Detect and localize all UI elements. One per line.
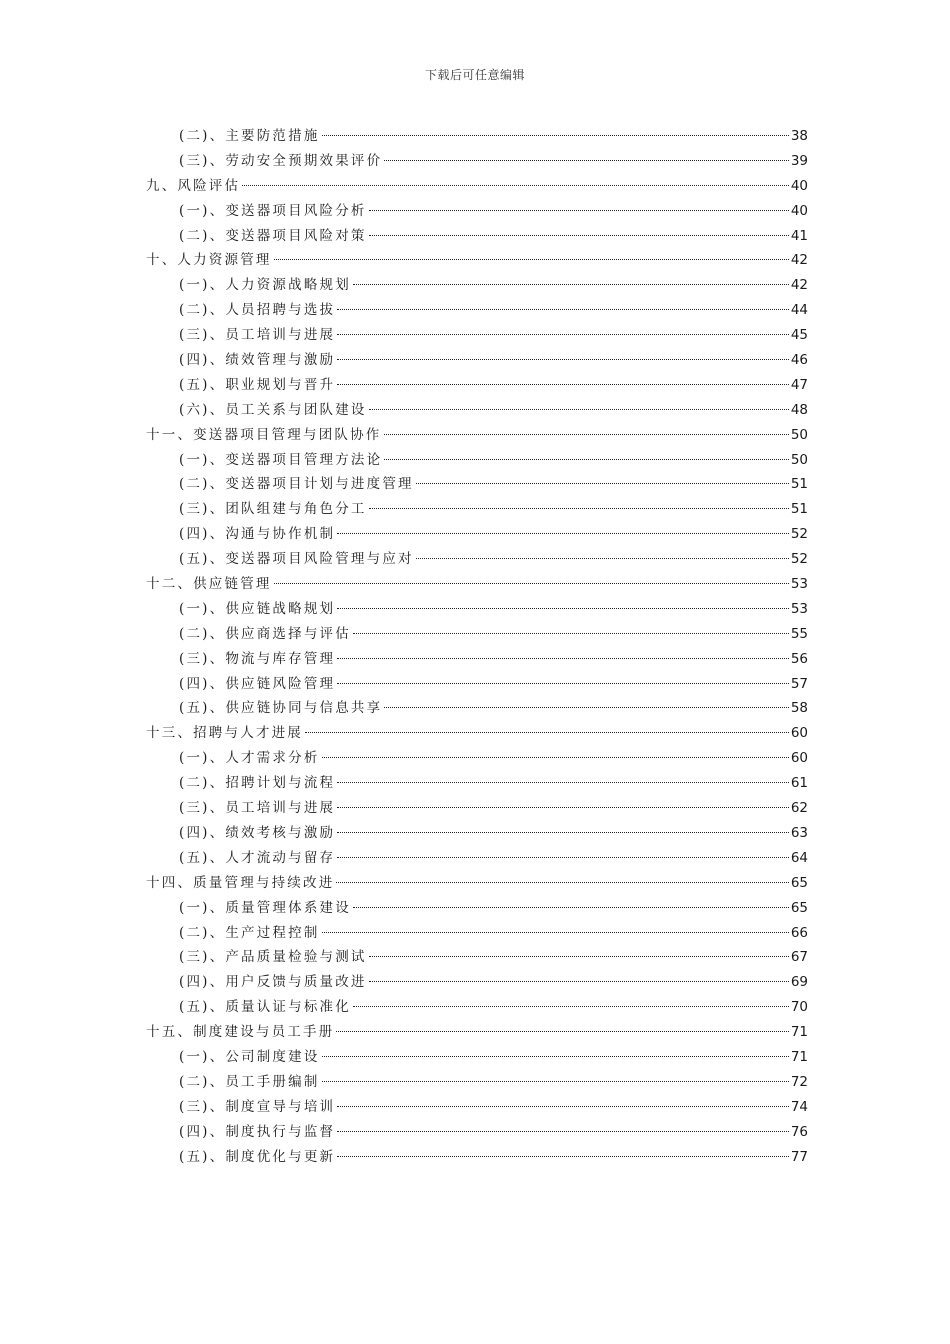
toc-entry-title: (五)、人才流动与留存	[179, 849, 336, 866]
toc-section-entry[interactable]	[146, 945, 808, 970]
toc-page-number: 40	[790, 177, 808, 194]
toc-section-entry[interactable]	[146, 547, 808, 572]
toc-entry-title: (三)、产品质量检验与测试	[179, 949, 367, 966]
toc-page-number: 42	[790, 277, 808, 294]
toc-section-entry[interactable]	[146, 846, 808, 871]
toc-section-entry[interactable]	[146, 746, 808, 771]
toc-dot-leader	[384, 160, 788, 161]
toc-page-number: 65	[790, 899, 808, 916]
toc-chapter-entry[interactable]	[146, 572, 808, 597]
toc-dot-leader	[337, 533, 789, 534]
toc-section-entry[interactable]	[146, 597, 808, 622]
toc-section-entry[interactable]	[146, 672, 808, 697]
toc-entry-title: 九、风险评估	[146, 177, 241, 194]
toc-dot-leader	[322, 757, 789, 758]
toc-dot-leader	[242, 185, 789, 186]
toc-entry-title: (四)、绩效管理与激励	[179, 352, 336, 369]
toc-chapter-entry[interactable]	[146, 871, 808, 896]
toc-entry-title: (二)、供应商选择与评估	[179, 625, 351, 642]
toc-dot-leader	[337, 832, 789, 833]
toc-section-entry[interactable]	[146, 199, 808, 224]
toc-page-number: 71	[790, 1024, 808, 1041]
toc-entry-title: (四)、沟通与协作机制	[179, 526, 336, 543]
toc-entry-title: 十二、供应链管理	[146, 576, 272, 593]
toc-dot-leader	[337, 334, 789, 335]
toc-entry-title: (一)、公司制度建设	[179, 1048, 320, 1065]
toc-section-entry[interactable]	[146, 1120, 808, 1145]
toc-dot-leader	[369, 956, 789, 957]
toc-dot-leader	[337, 1131, 789, 1132]
toc-dot-leader	[353, 1006, 789, 1007]
toc-page-number: 48	[790, 401, 808, 418]
toc-section-entry[interactable]	[146, 647, 808, 672]
toc-page-number: 53	[790, 600, 808, 617]
toc-entry-title: (五)、职业规划与晋升	[179, 376, 336, 393]
toc-dot-leader	[322, 932, 789, 933]
toc-dot-leader	[337, 658, 789, 659]
toc-entry-title: (五)、质量认证与标准化	[179, 999, 351, 1016]
toc-dot-leader	[322, 1081, 789, 1082]
toc-page-number: 38	[790, 128, 808, 144]
table-of-contents	[146, 124, 808, 1169]
toc-entry-title: (二)、变送器项目计划与进度管理	[179, 476, 414, 493]
toc-entry-title: (四)、用户反馈与质量改进	[179, 974, 367, 991]
toc-page-number: 60	[790, 725, 808, 742]
toc-entry-title: (五)、供应链协同与信息共享	[179, 700, 383, 717]
toc-section-entry[interactable]	[146, 472, 808, 497]
toc-dot-leader	[337, 683, 789, 684]
toc-dot-leader	[337, 608, 789, 609]
toc-dot-leader	[416, 483, 789, 484]
toc-entry-title: (四)、供应链风险管理	[179, 675, 336, 692]
toc-dot-leader	[353, 633, 789, 634]
toc-page-number: 51	[790, 476, 808, 493]
toc-entry-title: 十一、变送器项目管理与团队协作	[146, 426, 382, 443]
toc-chapter-entry[interactable]	[146, 174, 808, 199]
toc-dot-leader	[336, 1031, 788, 1032]
toc-section-entry[interactable]	[146, 224, 808, 249]
toc-entry-title: (四)、制度执行与监督	[179, 1123, 336, 1140]
toc-entry-title: (一)、变送器项目风险分析	[179, 202, 367, 219]
toc-entry-title: (一)、变送器项目管理方法论	[179, 451, 383, 468]
toc-dot-leader	[336, 882, 788, 883]
toc-page-number: 67	[790, 949, 808, 966]
toc-dot-leader	[337, 782, 789, 783]
toc-page-number: 45	[790, 327, 808, 344]
toc-dot-leader	[416, 558, 789, 559]
toc-page-number: 63	[790, 824, 808, 841]
toc-entry-title: (一)、人力资源战略规划	[179, 277, 351, 294]
toc-page-number: 62	[790, 800, 808, 817]
toc-page-number: 52	[790, 526, 808, 543]
toc-section-entry[interactable]	[146, 273, 808, 298]
toc-chapter-entry[interactable]	[146, 423, 808, 448]
toc-entry-title: (五)、制度优化与更新	[179, 1148, 336, 1165]
toc-entry-title: (六)、员工关系与团队建设	[179, 401, 367, 418]
toc-dot-leader	[384, 434, 789, 435]
toc-dot-leader	[369, 235, 789, 236]
toc-dot-leader	[322, 135, 789, 136]
toc-entry-title: (二)、人员招聘与选拔	[179, 302, 336, 319]
toc-page-number: 60	[790, 750, 808, 767]
toc-section-entry[interactable]	[146, 896, 808, 921]
toc-page-number: 52	[790, 551, 808, 568]
toc-entry-title: 十、人力资源管理	[146, 252, 272, 269]
toc-dot-leader	[353, 284, 789, 285]
toc-entry-title: (二)、员工手册编制	[179, 1073, 320, 1090]
toc-section-entry[interactable]	[146, 373, 808, 398]
toc-section-entry[interactable]	[146, 323, 808, 348]
toc-section-entry[interactable]	[146, 796, 808, 821]
toc-section-entry[interactable]	[146, 921, 808, 946]
toc-page-number: 64	[790, 849, 808, 866]
toc-section-entry[interactable]	[146, 771, 808, 796]
toc-section-entry[interactable]	[146, 821, 808, 846]
toc-dot-leader	[322, 1056, 789, 1057]
toc-page-number: 39	[790, 152, 808, 169]
toc-entry-title: 十三、招聘与人才进展	[146, 725, 303, 742]
toc-section-entry[interactable]	[146, 1095, 808, 1120]
page-header-note: 下载后可任意编辑	[424, 68, 525, 82]
toc-entry-title: 十四、质量管理与持续改进	[146, 874, 335, 891]
toc-page-number: 74	[790, 1098, 808, 1115]
toc-section-entry[interactable]	[146, 348, 808, 373]
toc-dot-leader	[369, 210, 789, 211]
toc-dot-leader	[274, 259, 789, 260]
toc-entry-title: (三)、制度宣导与培训	[179, 1098, 336, 1115]
toc-page-number: 72	[790, 1073, 808, 1090]
toc-page-number: 50	[790, 451, 808, 468]
toc-page-number: 65	[790, 874, 808, 891]
toc-dot-leader	[337, 359, 789, 360]
toc-section-entry[interactable]	[146, 149, 808, 174]
toc-entry-title: (三)、团队组建与角色分工	[179, 501, 367, 518]
toc-entry-title: (二)、招聘计划与流程	[179, 775, 336, 792]
toc-page-number: 77	[790, 1148, 808, 1165]
toc-page-number: 56	[790, 650, 808, 667]
toc-dot-leader	[337, 384, 789, 385]
toc-entry-title: (三)、员工培训与进展	[179, 800, 336, 817]
toc-dot-leader	[369, 981, 789, 982]
toc-dot-leader	[353, 907, 789, 908]
toc-section-entry[interactable]	[146, 497, 808, 522]
toc-entry-title: (二)、主要防范措施	[179, 128, 320, 144]
toc-section-entry[interactable]	[146, 522, 808, 547]
toc-section-entry[interactable]	[146, 970, 808, 995]
toc-entry-title: (二)、变送器项目风险对策	[179, 227, 367, 244]
toc-dot-leader	[337, 807, 789, 808]
toc-dot-leader	[337, 1156, 789, 1157]
toc-section-entry[interactable]	[146, 298, 808, 323]
toc-dot-leader	[337, 309, 789, 310]
toc-page-number: 47	[790, 376, 808, 393]
toc-dot-leader	[337, 1106, 789, 1107]
toc-page-number: 41	[790, 227, 808, 244]
toc-section-entry[interactable]	[146, 1145, 808, 1170]
toc-dot-leader	[384, 459, 788, 460]
toc-entry-title: (一)、人才需求分析	[179, 750, 320, 767]
toc-page-number: 51	[790, 501, 808, 518]
toc-entry-title: (四)、绩效考核与激励	[179, 824, 336, 841]
toc-section-entry[interactable]	[146, 398, 808, 423]
toc-dot-leader	[384, 707, 788, 708]
toc-page-number: 66	[790, 924, 808, 941]
toc-page-number: 46	[790, 352, 808, 369]
toc-entry-title: (三)、物流与库存管理	[179, 650, 336, 667]
toc-section-entry[interactable]	[146, 696, 808, 721]
toc-entry-title: (二)、生产过程控制	[179, 924, 320, 941]
toc-page-number: 40	[790, 202, 808, 219]
toc-entry-title: (三)、劳动安全预期效果评价	[179, 152, 383, 169]
toc-page-number: 69	[790, 974, 808, 991]
toc-page-number: 58	[790, 700, 808, 717]
toc-section-entry[interactable]	[146, 448, 808, 473]
toc-page-number: 42	[790, 252, 808, 269]
toc-page-number: 57	[790, 675, 808, 692]
toc-chapter-entry[interactable]	[146, 248, 808, 273]
toc-page-number: 55	[790, 625, 808, 642]
toc-dot-leader	[274, 583, 789, 584]
toc-section-entry[interactable]	[146, 124, 808, 149]
toc-chapter-entry[interactable]	[146, 1020, 808, 1045]
toc-page-number: 61	[790, 775, 808, 792]
toc-section-entry[interactable]	[146, 1045, 808, 1070]
toc-section-entry[interactable]	[146, 1070, 808, 1095]
toc-page-number: 76	[790, 1123, 808, 1140]
toc-section-entry[interactable]	[146, 995, 808, 1020]
toc-dot-leader	[305, 732, 789, 733]
toc-page-number: 70	[790, 999, 808, 1016]
toc-page-number: 50	[790, 426, 808, 443]
toc-page-number: 71	[790, 1048, 808, 1065]
toc-entry-title: (一)、供应链战略规划	[179, 600, 336, 617]
toc-entry-title: (三)、员工培训与进展	[179, 327, 336, 344]
toc-page-number: 53	[790, 576, 808, 593]
toc-dot-leader	[337, 857, 789, 858]
toc-page-number: 44	[790, 302, 808, 319]
toc-chapter-entry[interactable]	[146, 721, 808, 746]
toc-dot-leader	[369, 409, 789, 410]
toc-section-entry[interactable]	[146, 622, 808, 647]
toc-dot-leader	[369, 508, 789, 509]
toc-entry-title: (一)、质量管理体系建设	[179, 899, 351, 916]
toc-entry-title: 十五、制度建设与员工手册	[146, 1024, 335, 1041]
toc-entry-title: (五)、变送器项目风险管理与应对	[179, 551, 414, 568]
